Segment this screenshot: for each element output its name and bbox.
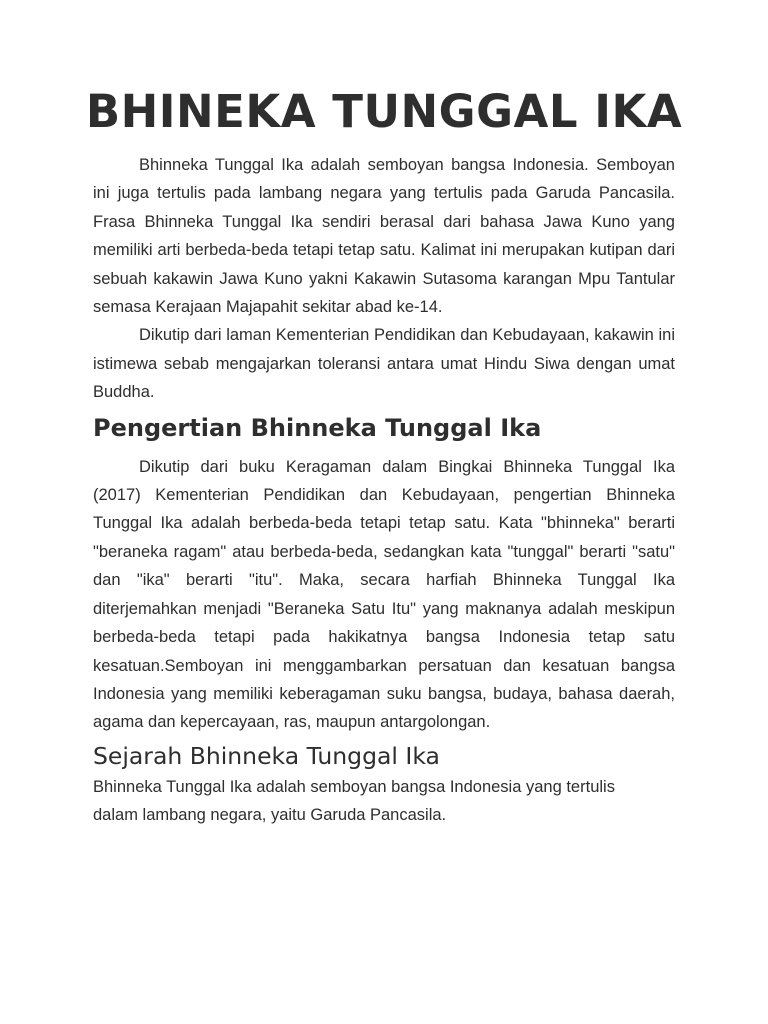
document-page (85, 84, 683, 830)
section-heading-sejarah: Sejarah Bhinneka Tunggal Ika (93, 741, 440, 770)
section-paragraph-sejarah (93, 773, 675, 830)
intro-paragraph-2: Dikutip dari laman Kementerian Pendidikan dan Kebudayaan, kakawin ini istimewa sebab mengajarkan toleransi antara umat Hindu Siwa dengan umat Buddha. (93, 326, 675, 402)
sejarah-line-2: dalam lambang negara, yaitu Garuda Pancasila. (93, 806, 447, 825)
sejarah-line-1: Bhinneka Tunggal Ika adalah semboyan bangsa Indonesia yang tertulis (93, 777, 615, 796)
document-title: BHINEKA TUNGGAL IKA (85, 85, 683, 138)
section-paragraph-pengertian: Dikutip dari buku Keragaman dalam Bingkai Bhinneka Tunggal Ika (2017) Kementerian Pendidikan dan Kebudayaan, pengertian Bhinneka Tunggal Ika adalah berbeda-beda tetapi tetap satu. Kata "bhinneka" berarti "beraneka ragam" atau berbeda-beda, sedangkan kata "tunggal" berarti "satu" dan "ika" berarti "itu". Maka, secara harfiah Bhinneka Tunggal Ika diterjemahkan menjadi "Beraneka Satu Itu" yang maknanya adalah meskipun berbeda-beda tetapi pada hakikatnya bangsa Indonesia tetap satu kesatuan.Semboyan ini menggambarkan persatuan dan kesatuan bangsa Indonesia yang memiliki keberagaman suku bangsa, budaya, bahasa daerah, agama dan kepercayaan, ras, maupun antargolongan. (93, 457, 675, 732)
section-heading-pengertian: Pengertian Bhinneka Tunggal Ika (93, 413, 542, 442)
intro-paragraph-1: Bhinneka Tunggal Ika adalah semboyan bangsa Indonesia. Semboyan ini juga tertulis pada lambang negara yang tertulis pada Garuda Pancasila. Frasa Bhinneka Tunggal Ika sendiri berasal dari bahasa Jawa Kuno yang memiliki arti berbeda-beda tetapi tetap satu. Kalimat ini merupakan kutipan dari sebuah kakawin Jawa Kuno yakni Kakawin Sutasoma karangan Mpu Tantular semasa Kerajaan Majapahit sekitar abad ke-14. (93, 156, 675, 317)
